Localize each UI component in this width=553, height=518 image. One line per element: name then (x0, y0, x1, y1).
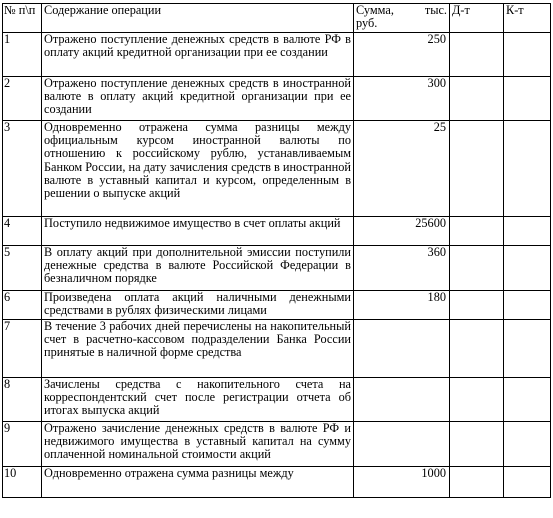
table-header-row (3, 4, 551, 33)
row-sum (354, 320, 450, 378)
row-desc: Зачислены средства с накопительного счета на корреспондентский счет после регистрации отчета об итогах выпуска акций (42, 378, 354, 422)
row-dt (450, 121, 504, 217)
row-dt (450, 378, 504, 422)
row-dt (450, 320, 504, 378)
row-desc: Произведена оплата акций наличными денежными средствами в рублях физическими лицами (42, 291, 354, 320)
row-sum (354, 422, 450, 467)
row-num: 10 (3, 467, 42, 498)
header-sum-line2: руб. (356, 16, 378, 31)
row-dt (450, 422, 504, 467)
row-num: 3 (3, 121, 42, 217)
operations-table (2, 3, 551, 498)
header-sum-word: Сумма, (356, 3, 394, 17)
row-sum: 25 (354, 121, 450, 217)
table-row (3, 422, 551, 467)
row-desc: Поступило недвижимое имущество в счет оплаты акций (42, 217, 354, 246)
row-dt (450, 467, 504, 498)
table-row (3, 33, 551, 77)
header-num: № п\п (3, 4, 42, 33)
row-num: 1 (3, 33, 42, 77)
table-row (3, 77, 551, 121)
row-sum: 250 (354, 33, 450, 77)
row-sum: 360 (354, 246, 450, 291)
row-desc: Отражено поступление денежных средств в валюте РФ в оплату акций кредитной организации при ее создании (42, 33, 354, 77)
table-row (3, 246, 551, 291)
row-desc: Отражено поступление денежных средств в иностранной валюте в оплату акций кредитной организации при ее создании (42, 77, 354, 121)
row-sum: 180 (354, 291, 450, 320)
row-sum: 25600 (354, 217, 450, 246)
row-num: 2 (3, 77, 42, 121)
row-desc: Отражено зачисление денежных средств в валюте РФ и недвижимого имущества в уставный капитал на сумму оплаченной номинальной стоимости акций (42, 422, 354, 467)
header-sum-unit: тыс. (424, 3, 447, 17)
row-dt (450, 246, 504, 291)
row-kt (504, 291, 551, 320)
row-num: 5 (3, 246, 42, 291)
row-dt (450, 291, 504, 320)
row-num: 6 (3, 291, 42, 320)
row-dt (450, 33, 504, 77)
row-kt (504, 33, 551, 77)
row-desc: В оплату акций при дополнительной эмиссии поступили денежные средства в валюте Российской Федерации в безналичном порядке (42, 246, 354, 291)
table-row (3, 217, 551, 246)
header-dt: Д-т (450, 4, 504, 33)
header-desc: Содержание операции (42, 4, 354, 33)
row-kt (504, 422, 551, 467)
row-kt (504, 77, 551, 121)
row-kt (504, 378, 551, 422)
row-sum: 1000 (354, 467, 450, 498)
table-body (3, 4, 551, 498)
row-num: 9 (3, 422, 42, 467)
row-kt (504, 246, 551, 291)
row-desc: В течение 3 рабочих дней перечислены на накопительный счет в расчетно-кассовом подразделении Банка России принятые в наличной форме средства (42, 320, 354, 378)
row-kt (504, 467, 551, 498)
row-sum (354, 378, 450, 422)
row-kt (504, 217, 551, 246)
row-dt (450, 217, 504, 246)
table-row (3, 121, 551, 217)
table-row (3, 320, 551, 378)
table-row (3, 378, 551, 422)
header-kt: К-т (504, 4, 551, 33)
table-row (3, 467, 551, 498)
row-num: 8 (3, 378, 42, 422)
row-sum: 300 (354, 77, 450, 121)
header-sum (354, 4, 450, 33)
row-num: 7 (3, 320, 42, 378)
row-desc: Одновременно отражена сумма разницы между официальным курсом иностранной валюты по отношению к российскому рублю, устанавливаемым Банком России, на дату зачисления средств в иностранной валюте в уставный капитал и курсом, определенным в решении о выпуске акций (42, 121, 354, 217)
table-row (3, 291, 551, 320)
row-kt (504, 121, 551, 217)
row-dt (450, 77, 504, 121)
row-kt (504, 320, 551, 378)
row-num: 4 (3, 217, 42, 246)
row-desc: Одновременно отражена сумма разницы между (42, 467, 354, 498)
